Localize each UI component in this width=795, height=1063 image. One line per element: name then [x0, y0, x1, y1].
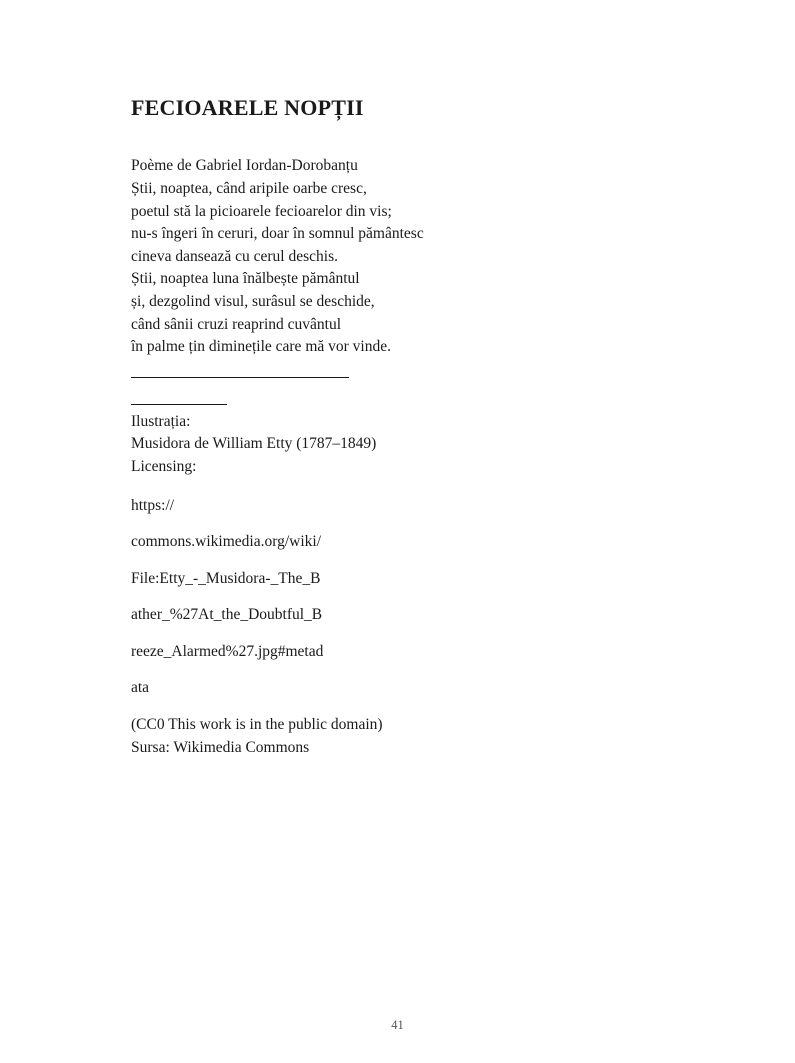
- poem-line: Știi, noaptea luna înălbește pământul: [131, 270, 360, 288]
- section-divider-long: [131, 377, 349, 378]
- section-divider-short: [131, 404, 227, 405]
- illustration-value: Musidora de William Etty (1787–1849): [131, 435, 377, 453]
- license-source: Sursa: Wikimedia Commons: [131, 738, 310, 756]
- poem-author-line: Poème de Gabriel Iordan-Dorobanțu: [131, 157, 358, 175]
- poem-line: poetul stă la picioarele fecioarelor din vis;: [131, 202, 392, 220]
- poem-line: cineva dansează cu cerul deschis.: [131, 247, 338, 265]
- poem-line: Știi, noaptea, când aripile oarbe cresc,: [131, 179, 367, 197]
- source-url-line[interactable]: ather_%27At_the_Doubtful_B: [131, 606, 323, 624]
- credits-block: [131, 411, 691, 479]
- page-title: FECIOARELE NOPȚII: [131, 95, 364, 120]
- source-url-line[interactable]: reeze_Alarmed%27.jpg#metad: [131, 642, 324, 660]
- illustration-label: Ilustrația:: [131, 412, 191, 430]
- license-statement: (CC0 This work is in the public domain): [131, 716, 383, 734]
- source-url-line[interactable]: https://: [131, 496, 175, 514]
- poem-line: și, dezgolind visul, surâsul se deschide,: [131, 292, 375, 310]
- source-url-line[interactable]: ata: [131, 679, 150, 697]
- source-url-line[interactable]: File:Etty_-_Musidora-_The_B: [131, 569, 321, 587]
- license-block: [131, 714, 691, 759]
- poem-line: când sânii cruzi reaprind cuvântul: [131, 315, 342, 333]
- source-url-line[interactable]: commons.wikimedia.org/wiki/: [131, 533, 322, 551]
- page-content: [131, 95, 691, 759]
- poem-block: [131, 155, 691, 358]
- poem-line: în palme țin diminețile care mă vor vinde.: [131, 338, 391, 356]
- page-number: 41: [391, 1018, 404, 1032]
- licensing-label: Licensing:: [131, 457, 197, 475]
- poem-line: nu-s îngeri în ceruri, doar în somnul pământesc: [131, 225, 424, 243]
- source-url-block[interactable]: [131, 495, 691, 701]
